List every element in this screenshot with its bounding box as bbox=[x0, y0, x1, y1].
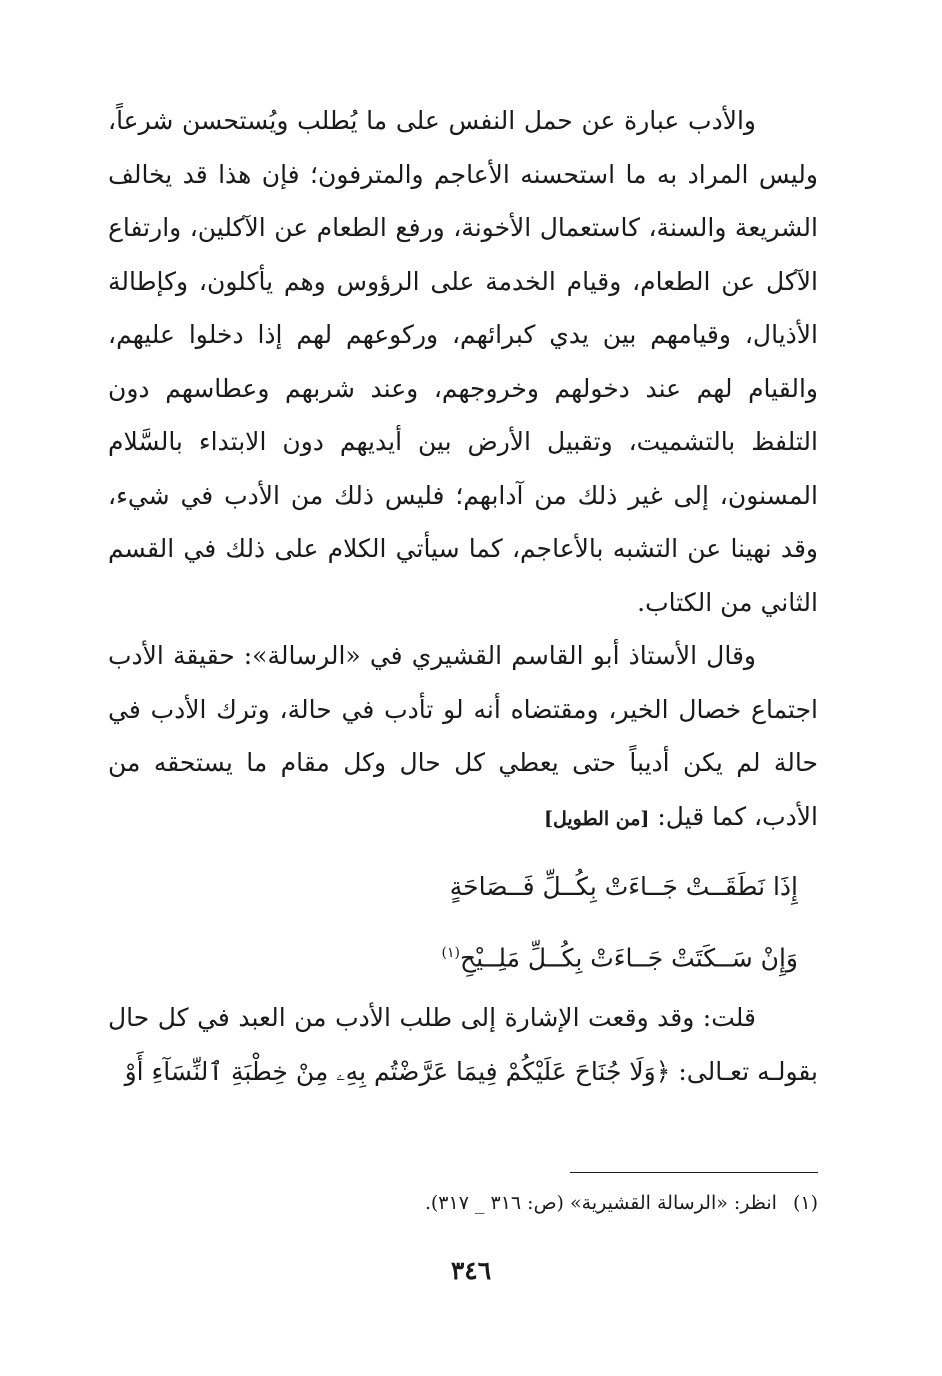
verse-line-1: إِذَا نَطَقَــتْ جَــاءَتْ بِكُــلِّ فَــصَاحَةٍ bbox=[449, 872, 798, 901]
paragraph-qushayri-quote bbox=[108, 629, 818, 846]
footnote-reference: (١) bbox=[441, 945, 460, 961]
paragraph-quran-reference bbox=[108, 991, 818, 1098]
verse-line-2 bbox=[108, 920, 818, 991]
footnote bbox=[300, 1188, 818, 1218]
page-number: ٣٤٦ bbox=[450, 1256, 492, 1285]
quran-intro-text: قلت: وقد وقعت الإشارة إلى طلب الأدب من العبد في كل حال بقولـه تعـالى: bbox=[108, 1003, 818, 1086]
footnote-number: (١) bbox=[792, 1192, 818, 1214]
paragraph-definition-of-adab: والأدب عبارة عن حمل النفس على ما يُطلب ويُستحسن شرعاً، وليس المراد به ما استحسنه الأعاجم والمترفون؛ فإن هذا قد يخالف الشريعة والسنة، كاستعمال الأخونة، ورفع الطعام عن الآكلين، وارتفاع الآكل عن الطعام، وقيام الخدمة على الرؤوس وهم يأكلون، وكإطالة الأذيال، وقيامهم بين يدي كبرائهم، وركوعهم لهم إذا دخلوا عليهم، والقيام لهم عند دخولهم وخروجهم، وعند شربهم وعطاسهم دون التلفظ بالتشميت، وتقبيل الأرض بين أيديهم دون الابتداء بالسَّلام المسنون، إلى غير ذلك من آدابهم؛ فليس ذلك من الأدب في شيء، وقد نهينا عن التشبه بالأعاجم، كما سيأتي الكلام على ذلك في القسم الثاني من الكتاب. bbox=[108, 106, 818, 617]
qushayri-quote-text: وقال الأستاذ أبو القاسم القشيري في «الرسالة»: حقيقة الأدب اجتماع خصال الخير، ومقتضاه أنه لو تأدب في حالة، وترك الأدب في حالة لم يكن أديباً حتى يعطي كل حال وكل مقام ما يستحقه من الأدب، كما قيل: bbox=[108, 641, 818, 831]
footnote-separator bbox=[570, 1172, 818, 1173]
quran-quote: ﴿وَلَا جُنَاحَ عَلَيْكُمْ فِيمَا عَرَّضْتُم بِهِۦ مِنْ خِطْبَةِ ٱلنِّسَآءِ أَوْ bbox=[124, 1056, 671, 1086]
verse-line-2-text: وَإِنْ سَــكَتَتْ جَــاءَتْ بِكُــلِّ مَلِــيْحِ bbox=[459, 943, 798, 973]
main-text bbox=[108, 94, 818, 1098]
footnote-text: انظر: «الرسالة القشيرية» (ص: ٣١٦ _ ٣١٧). bbox=[424, 1192, 777, 1214]
meter-label: [من الطويل] bbox=[543, 807, 650, 830]
